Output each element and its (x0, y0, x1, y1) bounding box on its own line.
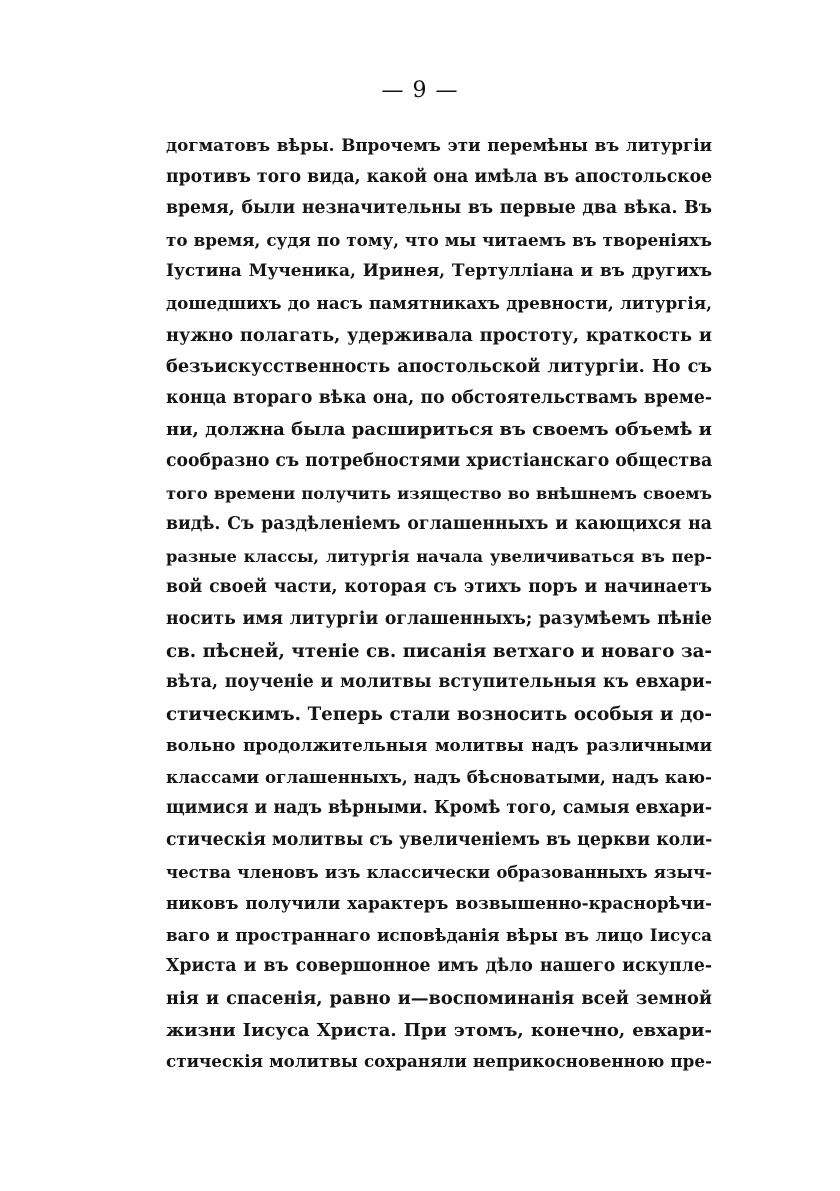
text-line: носить имя литургіи оглашенныхъ; разумѣемъ пѣніе (166, 608, 712, 629)
text-line: стическимъ. Теперь стали возносить особыя и до- (166, 703, 712, 725)
text-line: никовъ получили характеръ возвышенно-краснорѣчи- (166, 893, 712, 914)
text-line: видѣ. Съ раздѣленіемъ оглашенныхъ и кающихся на (166, 514, 712, 535)
text-line: вольно продолжительныя молитвы надъ различными (166, 735, 712, 756)
text-line: того времени получить изящество во внѣшнемъ своемъ (166, 483, 712, 503)
body-text (166, 130, 712, 1078)
text-line: конца втораго вѣка она, по обстоятельствамъ време- (166, 387, 712, 408)
text-line: вой своей части, которая съ этихъ поръ и начинаетъ (166, 577, 712, 598)
page-number: — 9 — (381, 78, 459, 103)
text-line: ни, должна была расшириться въ своемъ объемѣ и (166, 419, 712, 441)
text-line: противъ того вида, какой она имѣла въ апостольское (166, 166, 712, 187)
text-line: разные классы, литургія начала увеличиваться въ пер- (166, 546, 712, 566)
text-line: догматовъ вѣры. Впрочемъ эти перемѣны въ литургіи (166, 135, 712, 155)
text-line: классами оглашенныхъ, надъ бѣсноватыми, надъ каю- (166, 766, 712, 787)
text-line: чества членовъ изъ классически образованныхъ языч- (166, 862, 712, 882)
text-line: Іустина Мученика, Иринея, Тертулліана и въ другихъ (166, 261, 712, 282)
text-line: стическія молитвы сохраняли неприкосновенною пре- (166, 1051, 712, 1072)
text-line: вѣта, поученіе и молитвы вступительныя къ евхари- (166, 672, 712, 693)
text-line: безъискусственность апостольской литургіи. Но съ (166, 356, 712, 378)
text-line: сообразно съ потребностями христіанскаго общества (166, 450, 712, 471)
text-line: время, были незначительны въ первые два вѣка. Въ (166, 198, 712, 219)
text-line: щимися и надъ вѣрными. Кромѣ того, самыя евхари- (166, 798, 712, 819)
text-line: ваго и пространнаго исповѣданія вѣры въ лицо Іисуса (166, 924, 712, 945)
text-line: нія и спасенія, равно и—воспоминанія всей земной (166, 988, 712, 1010)
text-line: дошедшихъ до насъ памятникахъ древности, литургія, (166, 292, 712, 313)
text-line: стическія молитвы съ увеличеніемъ въ церкви коли- (166, 830, 712, 851)
text-line: св. пѣсней, чтеніе св. писанія ветхаго и новаго за- (166, 640, 712, 662)
text-line: Христа и въ совершонное имъ дѣло нашего искупле- (166, 956, 712, 977)
text-line: жизни Іисуса Христа. При этомъ, конечно, евхари- (166, 1019, 712, 1041)
text-line: то время, судя по тому, что мы читаемъ въ твореніяхъ (166, 229, 712, 250)
text-line: нужно полагать, удерживала простоту, краткость и (166, 324, 712, 346)
